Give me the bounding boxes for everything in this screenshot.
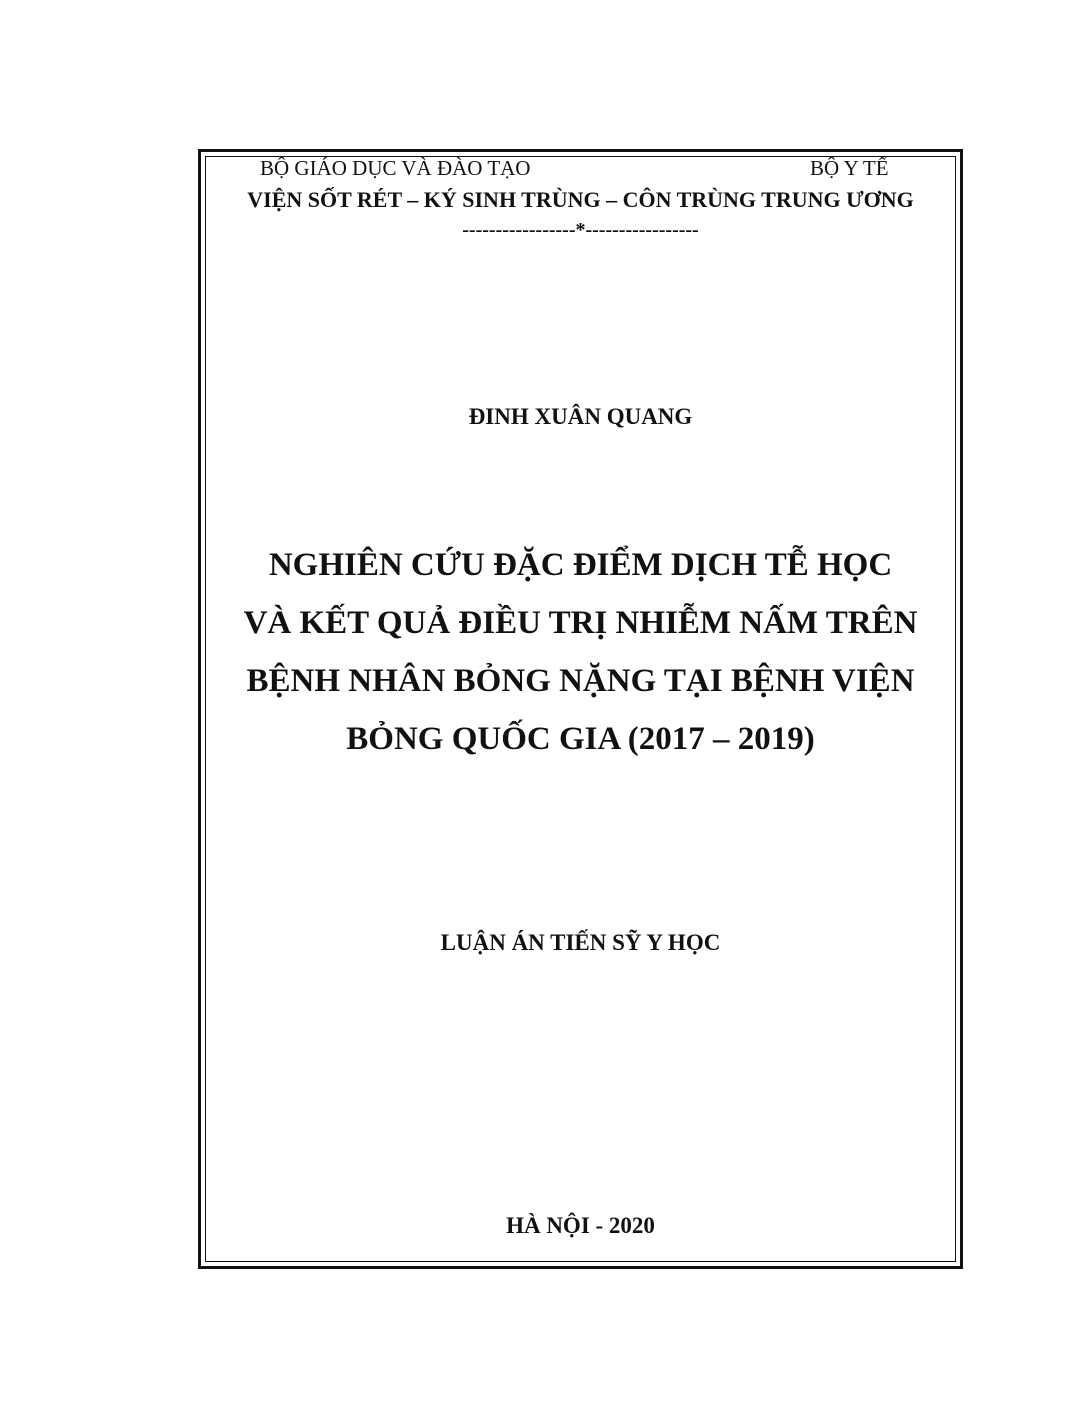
thesis-title-line: VÀ KẾT QUẢ ĐIỀU TRỊ NHIỄM NẤM TRÊN xyxy=(243,605,918,641)
author-name: ĐINH XUÂN QUANG xyxy=(468,404,693,429)
thesis-title-line: BỎNG QUỐC GIA (2017 – 2019) xyxy=(346,721,815,757)
header-divider: -----------------*----------------- xyxy=(462,219,699,241)
ministry-health-label: BỘ Y TẾ xyxy=(810,156,889,180)
institute-name: VIỆN SỐT RÉT – KÝ SINH TRÙNG – CÔN TRÙNG TRUNG ƯƠNG xyxy=(247,187,914,212)
degree-label: LUẬN ÁN TIẾN SỸ Y HỌC xyxy=(440,930,721,955)
place-year: HÀ NỘI - 2020 xyxy=(506,1213,655,1238)
ministry-education-label: BỘ GIÁO DỤC VÀ ĐÀO TẠO xyxy=(260,156,531,180)
thesis-title xyxy=(198,536,963,768)
thesis-title-line: BỆNH NHÂN BỎNG NẶNG TẠI BỆNH VIỆN xyxy=(246,663,915,699)
thesis-title-line: NGHIÊN CỨU ĐẶC ĐIỂM DỊCH TỄ HỌC xyxy=(268,547,893,583)
